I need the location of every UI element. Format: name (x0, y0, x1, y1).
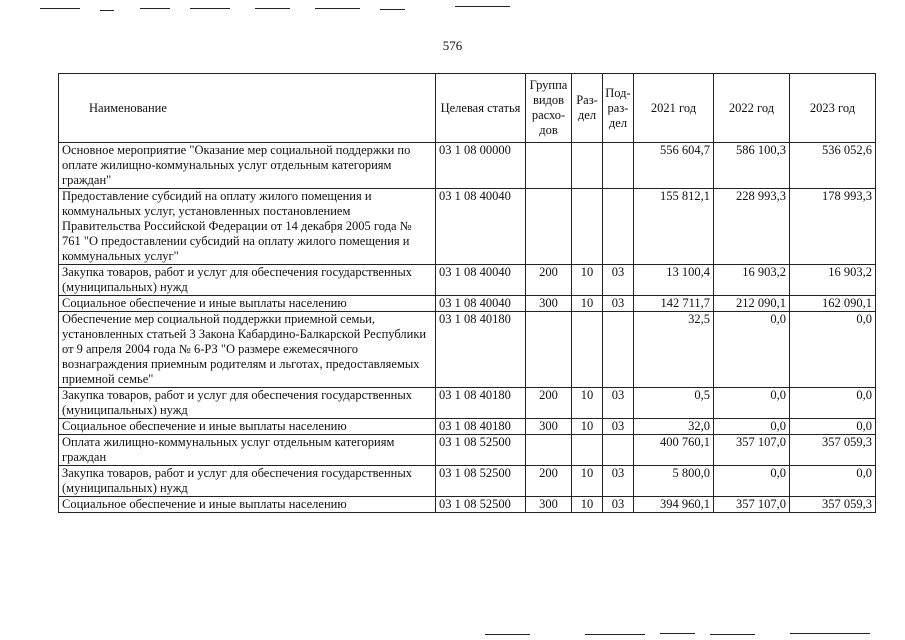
table-header-row (59, 74, 876, 143)
cell-target-article: 03 1 08 40040 (436, 265, 526, 296)
cell-target-article: 03 1 08 52500 (436, 497, 526, 513)
cell-year-2022: 0,0 (714, 312, 790, 388)
cell-name: Социальное обеспечение и иные выплаты населению (59, 296, 436, 312)
scan-artifact-line (140, 8, 170, 9)
scan-artifact-line (100, 10, 114, 11)
cell-target-article: 03 1 08 40180 (436, 388, 526, 419)
cell-year-2023: 536 052,6 (790, 143, 876, 189)
table-row (59, 143, 876, 189)
cell-name: Закупка товаров, работ и услуг для обеспечения государственных (муниципальных) нужд (59, 466, 436, 497)
cell-subsection (603, 189, 634, 265)
cell-expense-group: 300 (526, 296, 572, 312)
cell-year-2022: 228 993,3 (714, 189, 790, 265)
cell-year-2021: 13 100,4 (634, 265, 714, 296)
cell-section: 10 (572, 296, 603, 312)
header-target-article: Целевая статья (436, 74, 526, 143)
table-row (59, 189, 876, 265)
cell-expense-group (526, 312, 572, 388)
cell-subsection (603, 435, 634, 466)
cell-year-2023: 178 993,3 (790, 189, 876, 265)
cell-year-2023: 357 059,3 (790, 497, 876, 513)
cell-year-2022: 0,0 (714, 419, 790, 435)
cell-year-2021: 394 960,1 (634, 497, 714, 513)
scan-artifact-line (255, 8, 290, 9)
cell-subsection: 03 (603, 419, 634, 435)
cell-year-2023: 0,0 (790, 388, 876, 419)
cell-year-2022: 16 903,2 (714, 265, 790, 296)
table-row (59, 497, 876, 513)
cell-expense-group: 200 (526, 388, 572, 419)
cell-name: Социальное обеспечение и иные выплаты населению (59, 419, 436, 435)
header-expense-group: Группа видов расхо-дов (526, 74, 572, 143)
cell-expense-group (526, 143, 572, 189)
cell-section (572, 435, 603, 466)
cell-section: 10 (572, 497, 603, 513)
scan-artifact-line (710, 634, 755, 635)
cell-name: Обеспечение мер социальной поддержки приемной семьи, установленных статьей 3 Закона Кабардино-Балкарской Республики от 9 апреля 2004 года № 6-РЗ "О размере ежемесячного вознаграждения приемным родителям и льготах, предоставляемых приемной семье" (59, 312, 436, 388)
header-year-2023: 2023 год (790, 74, 876, 143)
cell-target-article: 03 1 08 00000 (436, 143, 526, 189)
header-year-2022: 2022 год (714, 74, 790, 143)
cell-section (572, 143, 603, 189)
cell-name: Социальное обеспечение и иные выплаты населению (59, 497, 436, 513)
scan-artifact-line (455, 6, 510, 7)
table-row (59, 312, 876, 388)
cell-section: 10 (572, 265, 603, 296)
scan-artifact-line (790, 633, 870, 634)
table-row (59, 419, 876, 435)
cell-year-2022: 586 100,3 (714, 143, 790, 189)
cell-year-2022: 0,0 (714, 466, 790, 497)
header-year-2021: 2021 год (634, 74, 714, 143)
cell-year-2023: 16 903,2 (790, 265, 876, 296)
scan-artifact-line (380, 9, 405, 10)
table-row (59, 466, 876, 497)
scan-artifact-line (660, 633, 695, 634)
cell-year-2023: 162 090,1 (790, 296, 876, 312)
cell-expense-group (526, 189, 572, 265)
cell-name: Закупка товаров, работ и услуг для обеспечения государственных (муниципальных) нужд (59, 388, 436, 419)
cell-target-article: 03 1 08 52500 (436, 435, 526, 466)
cell-year-2023: 357 059,3 (790, 435, 876, 466)
cell-name: Основное мероприятие "Оказание мер социальной поддержки по оплате жилищно-коммунальных услуг отдельным категориям граждан" (59, 143, 436, 189)
cell-expense-group: 200 (526, 466, 572, 497)
cell-target-article: 03 1 08 40040 (436, 189, 526, 265)
cell-year-2022: 357 107,0 (714, 497, 790, 513)
cell-subsection: 03 (603, 296, 634, 312)
cell-target-article: 03 1 08 40180 (436, 312, 526, 388)
cell-year-2023: 0,0 (790, 312, 876, 388)
cell-year-2021: 155 812,1 (634, 189, 714, 265)
cell-expense-group (526, 435, 572, 466)
cell-year-2023: 0,0 (790, 466, 876, 497)
cell-year-2021: 32,0 (634, 419, 714, 435)
scan-artifact-line (40, 8, 80, 9)
cell-expense-group: 300 (526, 419, 572, 435)
scan-artifact-line (190, 8, 230, 9)
cell-name: Закупка товаров, работ и услуг для обеспечения государственных (муниципальных) нужд (59, 265, 436, 296)
cell-section (572, 189, 603, 265)
cell-subsection: 03 (603, 497, 634, 513)
cell-name: Оплата жилищно-коммунальных услуг отдельным категориям граждан (59, 435, 436, 466)
cell-subsection (603, 312, 634, 388)
cell-section: 10 (572, 466, 603, 497)
table-row (59, 435, 876, 466)
cell-target-article: 03 1 08 40040 (436, 296, 526, 312)
table-row (59, 296, 876, 312)
header-section: Раз-дел (572, 74, 603, 143)
cell-year-2022: 212 090,1 (714, 296, 790, 312)
cell-year-2021: 5 800,0 (634, 466, 714, 497)
header-name: Наименование (59, 74, 436, 143)
scan-artifact-line (315, 8, 360, 9)
page-number: 576 (442, 38, 463, 53)
cell-year-2023: 0,0 (790, 419, 876, 435)
cell-year-2021: 142 711,7 (634, 296, 714, 312)
cell-name: Предоставление субсидий на оплату жилого помещения и коммунальных услуг, установленных постановлением Правительства Российской Федерации от 14 декабря 2005 года № 761 "О предоставлении субсидий на оплату жилого помещения и коммунальных услуг" (59, 189, 436, 265)
cell-year-2021: 32,5 (634, 312, 714, 388)
table-row (59, 388, 876, 419)
scan-artifact-line (485, 634, 530, 635)
cell-subsection (603, 143, 634, 189)
header-subsection: Под-раз-дел (603, 74, 634, 143)
cell-year-2022: 357 107,0 (714, 435, 790, 466)
cell-target-article: 03 1 08 40180 (436, 419, 526, 435)
cell-year-2021: 0,5 (634, 388, 714, 419)
cell-subsection: 03 (603, 388, 634, 419)
cell-subsection: 03 (603, 466, 634, 497)
cell-expense-group: 300 (526, 497, 572, 513)
budget-table (58, 73, 876, 513)
cell-year-2021: 400 760,1 (634, 435, 714, 466)
cell-year-2021: 556 604,7 (634, 143, 714, 189)
cell-year-2022: 0,0 (714, 388, 790, 419)
scan-artifact-line (585, 634, 645, 635)
cell-expense-group: 200 (526, 265, 572, 296)
cell-section: 10 (572, 388, 603, 419)
cell-section: 10 (572, 419, 603, 435)
cell-subsection: 03 (603, 265, 634, 296)
table-row (59, 265, 876, 296)
cell-section (572, 312, 603, 388)
cell-target-article: 03 1 08 52500 (436, 466, 526, 497)
